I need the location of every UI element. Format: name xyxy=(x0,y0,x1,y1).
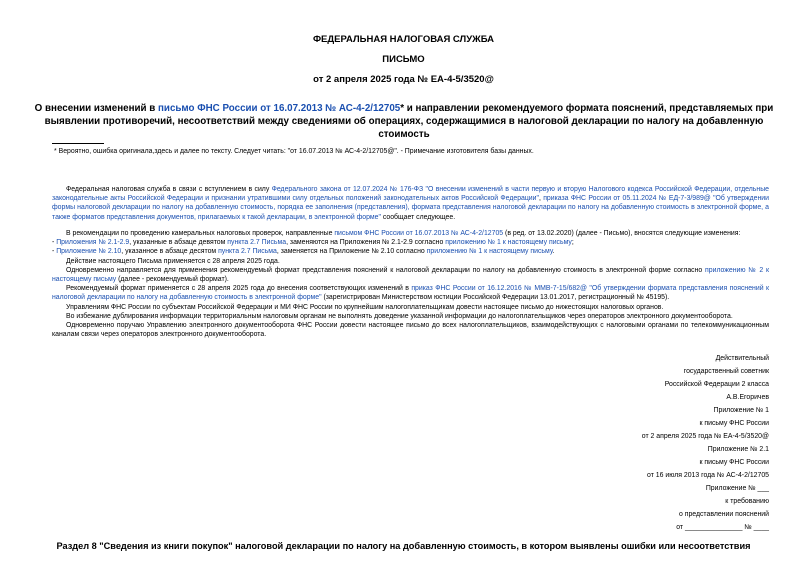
body-paragraphs xyxy=(52,229,769,339)
text: . xyxy=(552,248,555,256)
footnote: * Вероятно, ошибка оригинала,здесь и далее по тексту. Следует читать: "от 16.07.2013 № АС-4-2/12705@". - Примечание изготовителя базы данных. xyxy=(54,148,534,155)
paragraph-recommendations xyxy=(52,229,769,238)
text: - xyxy=(52,239,57,247)
appendix-1-link[interactable]: приложению № 1 к настоящему письму xyxy=(445,239,572,247)
appendix-2-10-link[interactable]: Приложение № 2.10 xyxy=(56,248,122,256)
appendix-2-1-2-9-link[interactable]: Приложения № 2.1-2.9 xyxy=(56,239,130,247)
appendix-2-link[interactable]: приложению № 2 к настоящему письму xyxy=(52,266,770,284)
paragraph-intro xyxy=(52,185,769,222)
signature-title-1: Действительный xyxy=(715,355,769,362)
appendix-1-title: Приложение № 1 xyxy=(713,407,769,414)
footnote-divider xyxy=(52,143,104,144)
appendix-1-ref: к письму ФНС России xyxy=(699,420,769,427)
appendix-1-link[interactable]: приложению № 1 к настоящему письму xyxy=(426,248,553,256)
paragraph-edo: Одновременно поручаю Управлению электронного документооборота ФНС России довести настоящее письмо до всех налогоплательщиков, взаимодействующих с налоговыми органами по телекоммуникационным каналам связи через операторов электронного документооборота. xyxy=(52,322,769,339)
text: В рекомендации по проведению камеральных налоговых проверок, направленные xyxy=(66,230,335,237)
text: (в ред. от 13.02.2020) (далее - Письмо), вносятся следующие изменения: xyxy=(503,230,741,237)
intro-text: Федеральная налоговая служба в связи с вступлением в силу xyxy=(66,186,272,193)
appendix-blank-ref2: о представлении пояснений xyxy=(678,511,769,518)
text: , заменяется на Приложение № 2.10 согласно xyxy=(276,248,427,256)
paragraph-instructions: Управлениям ФНС России по субъектам Российской Федерации и МИ ФНС России по крупнейшим налогоплательщикам довести настоящее письмо до нижестоящих налоговых органов. xyxy=(66,303,664,311)
appendix-blank-title: Приложение № ___ xyxy=(705,485,769,492)
letter-as-link[interactable]: письмом ФНС России от 16.07.2013 № АС-4-2/12705 xyxy=(334,230,504,237)
intro-separator: , xyxy=(538,195,544,203)
subject-letter-link[interactable]: письмо ФНС России от 16.07.2013 № АС-4-2/12705 xyxy=(158,103,401,114)
appendix-blank-ref1: к требованию xyxy=(725,498,769,505)
agency-name: ФЕДЕРАЛЬНАЯ НАЛОГОВАЯ СЛУЖБА xyxy=(312,34,495,45)
appendix-2-1-ref: к письму ФНС России xyxy=(699,459,769,466)
federal-law-link[interactable]: Федерального закона от 12.07.2024 № 176-ФЗ "О внесении изменений в части первую и вторую Налогового кодекса Российской Федерации, отдельные законодательные акты Российской Федерации и признании утратившими силу отдельных положений законодательных актов Российской Федерации" xyxy=(52,186,769,203)
document-subject xyxy=(26,102,782,141)
subject-footnote-mark: * xyxy=(400,103,405,114)
text: (зарегистрирован Министерством юстиции Российской Федерации 13.01.2017, регистрационный № 45195). xyxy=(321,294,670,302)
text: , указанное в абзаце десятом xyxy=(121,248,219,256)
document-type: ПИСЬМО xyxy=(382,54,425,65)
subject-text-start: О внесении изменений в xyxy=(34,103,158,114)
signature-title-2: государственный советник xyxy=(683,368,769,375)
intro-text-end: сообщает следующее. xyxy=(380,213,456,221)
change-item-1 xyxy=(52,238,769,247)
appendix-1-date: от 2 апреля 2025 года № ЕА-4-5/3520@ xyxy=(641,433,769,440)
document-date-number: от 2 апреля 2025 года № ЕА-4-5/3520@ xyxy=(313,74,494,85)
paragraph-format-application xyxy=(52,284,769,302)
appendix-2-1-title: Приложение № 2.1 xyxy=(707,446,769,453)
text: ; xyxy=(571,239,574,247)
appendix-2-1-date: от 16 июля 2013 года № АС-4-2/12705 xyxy=(647,472,769,479)
text: (далее - рекомендуемый формат). xyxy=(116,276,229,284)
text: Одновременно направляется для применения рекомендуемый формат представления пояснений к налоговой декларации по налогу на добавленную стоимость в электронной форме согласно xyxy=(66,266,706,274)
text: , указанные в абзаце девятом xyxy=(129,239,228,247)
clause-2-7-link[interactable]: пункта 2.7 Письма xyxy=(227,239,287,247)
subject-text-end: и направлении рекомендуемого формата пояснений, представляемых при выявлении противоречий, несоответствий между сведениями об операциях, содержащимися в налоговой декларации по налогу на добавленную стоимость xyxy=(44,103,774,140)
signature-title-3: Российской Федерации 2 класса xyxy=(664,381,769,388)
text: Рекомендуемый формат применяется с 28 апреля 2025 года до внесения соответствующих изменений в xyxy=(66,285,412,293)
clause-2-7-link[interactable]: пункта 2.7 Письма xyxy=(218,248,277,256)
signature-name: А.В.Егоричев xyxy=(726,394,769,401)
order-ed-link[interactable]: приказа ФНС России от 05.11.2024 № ЕД-7-3/989@ "Об утверждении формы налоговой декларации по налогу на добавленную стоимость, порядка ее заполнения (представления), формата представления налоговой декларации по налогу на добавленную стоимость в электронной форме, а также форматов представления документов, прилагаемых к такой декларации, в электронной форме" xyxy=(52,195,769,221)
paragraph-format xyxy=(52,266,769,284)
section-8-title: Раздел 8 "Сведения из книги покупок" налоговой декларации по налогу на добавленную стоимость, в котором выявлены ошибки или несоответствия xyxy=(56,541,751,551)
order-mmv-link[interactable]: приказ ФНС России от 16.12.2016 № ММВ-7-15/682@ "Об утверждении формата представления пояснений к налоговой декларации по налогу на добавленную стоимость в электронной форме" xyxy=(52,285,769,302)
text: - xyxy=(52,248,57,256)
paragraph-effective-date: Действие настоящего Письма применяется с 28 апреля 2025 года. xyxy=(66,257,280,265)
paragraph-duplication: Во избежание дублирования информации территориальным налоговым органам не выполнять доведение указанной информации до налогоплательщиков через операторов электронного документооборота. xyxy=(66,312,733,320)
change-item-2 xyxy=(52,247,769,256)
text: , заменяются на Приложения № 2.1-2.9 согласно xyxy=(286,239,446,247)
appendix-blank-ref3: от _______________ № ____ xyxy=(676,524,769,531)
